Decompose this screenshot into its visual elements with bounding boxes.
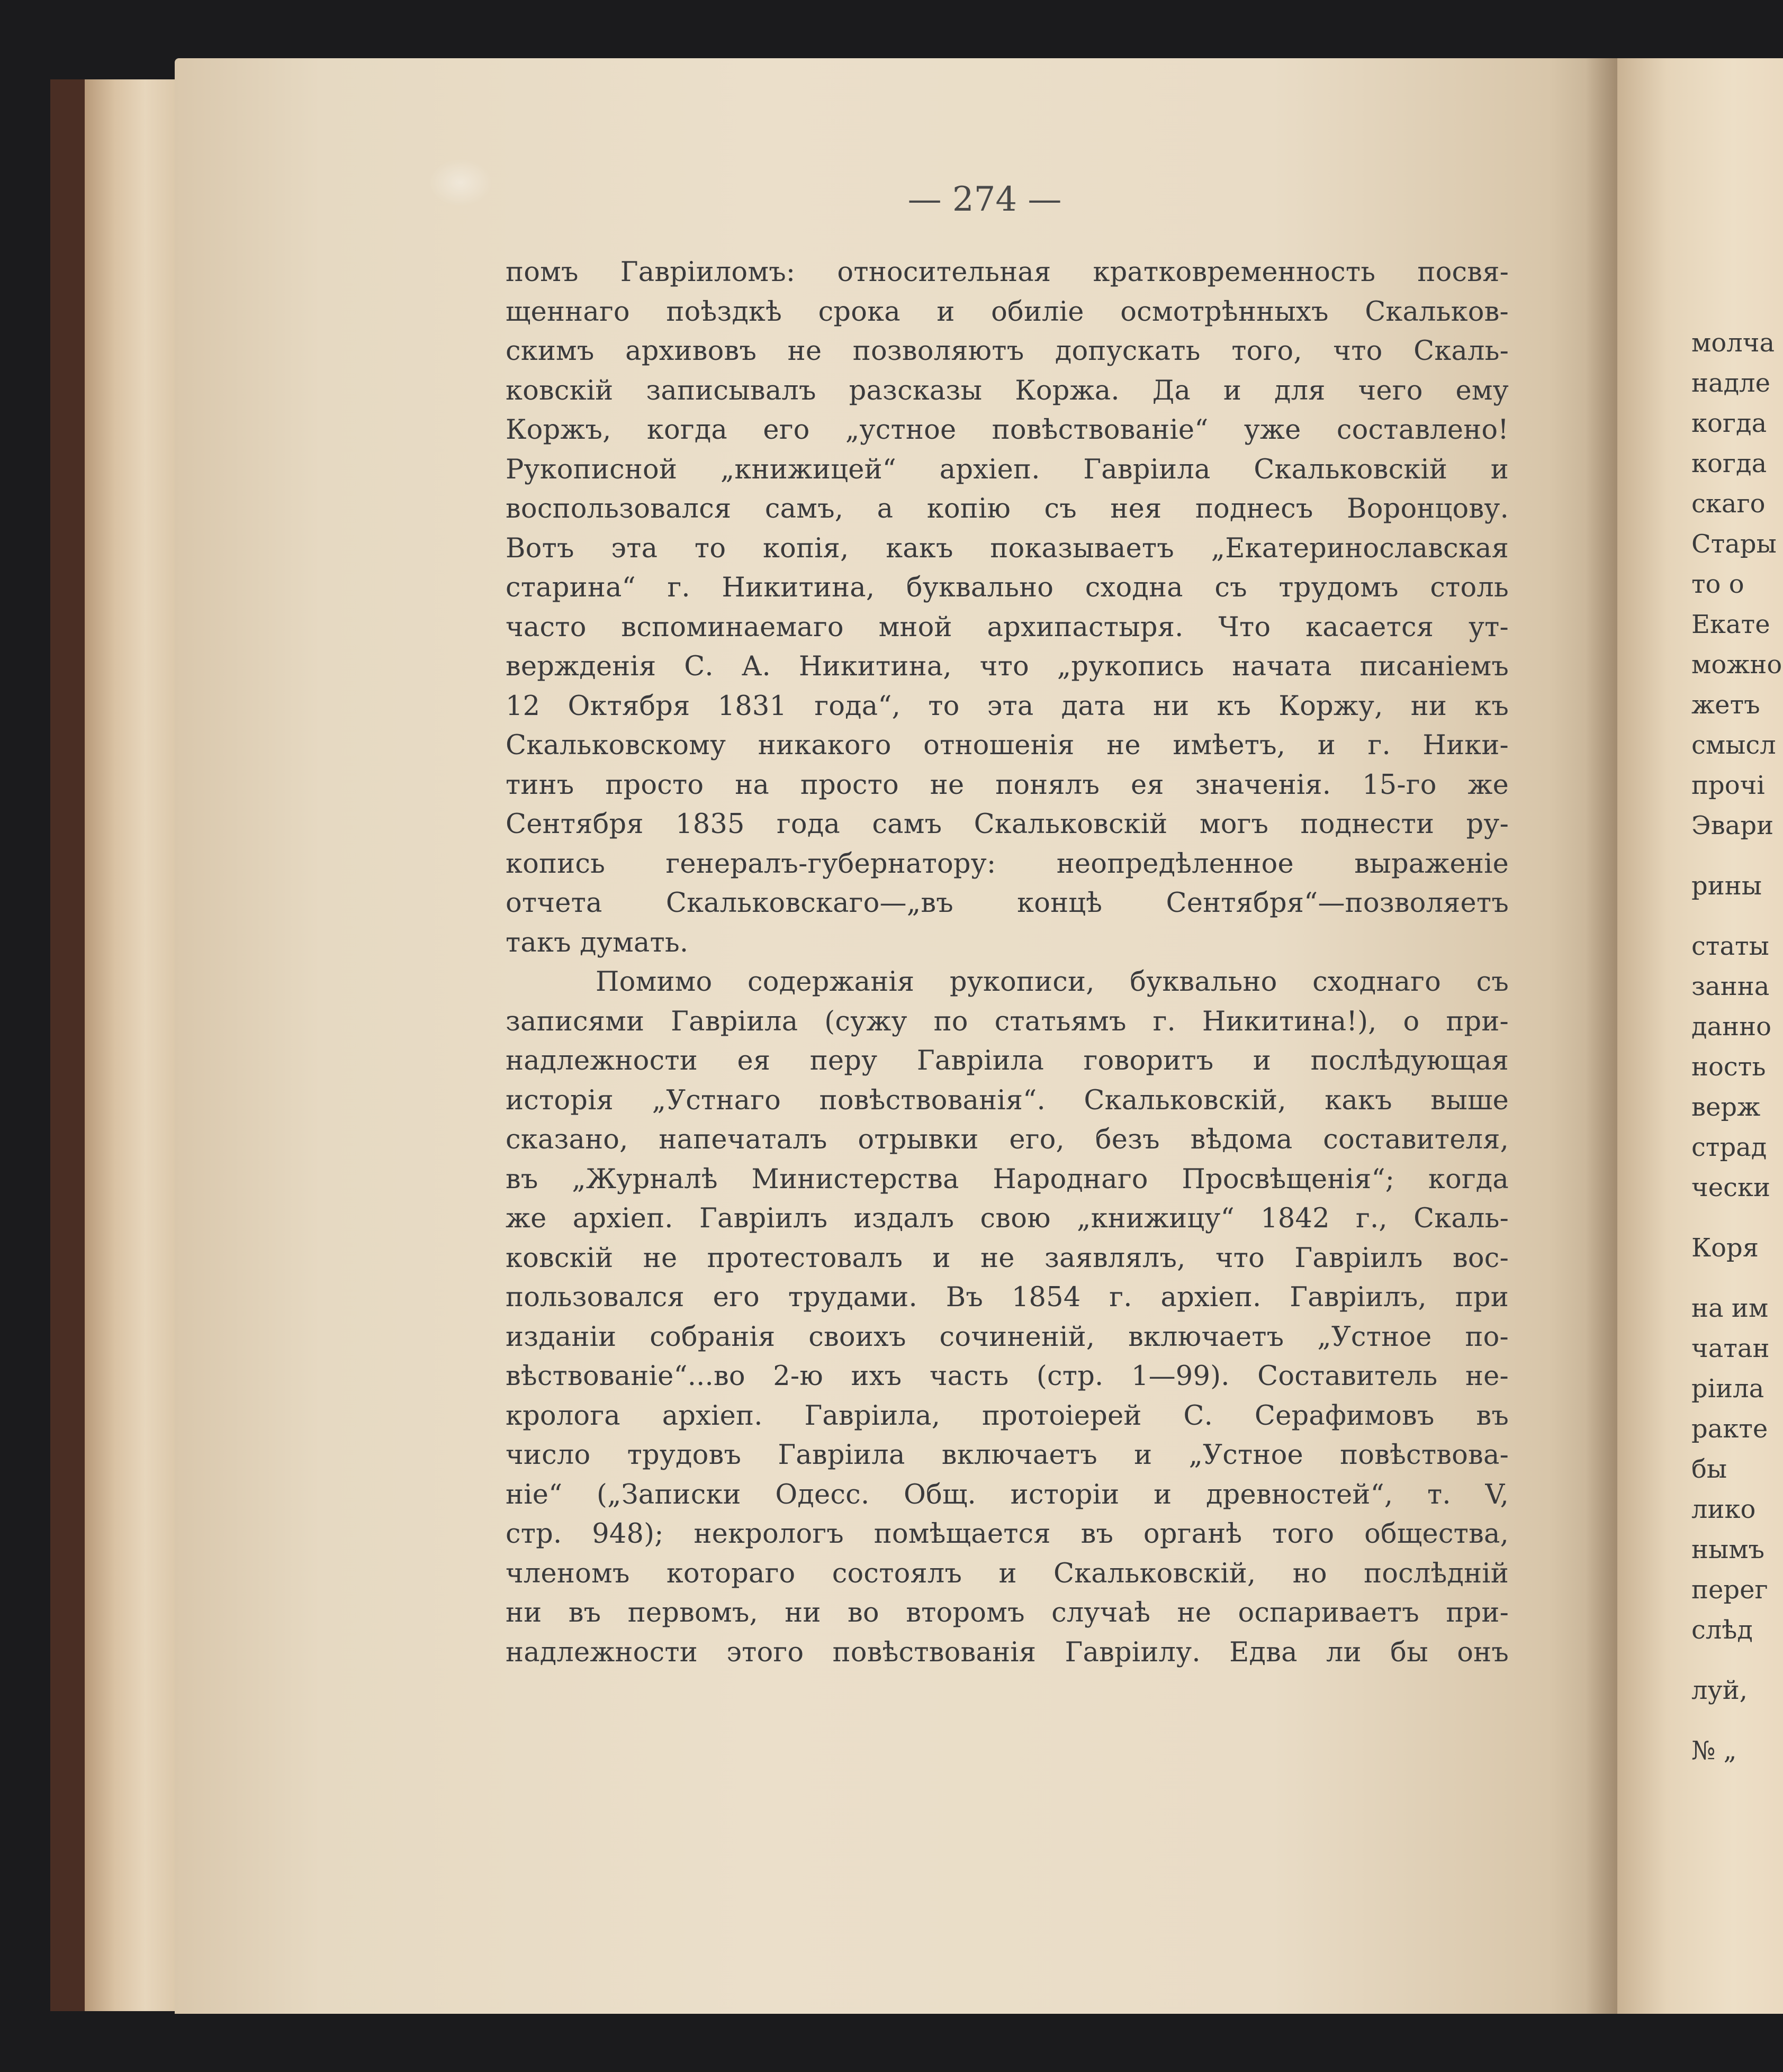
text-line: щеннаго поѣздкѣ срока и обиліе осмотрѣнныхъ Скальков- bbox=[506, 296, 1509, 328]
facing-line: рины bbox=[1691, 871, 1762, 901]
text-line: ніе“ („Записки Одесс. Общ. исторіи и древностей“, т. V, bbox=[506, 1479, 1509, 1510]
facing-line: на им bbox=[1691, 1293, 1769, 1323]
facing-line: ность bbox=[1691, 1052, 1766, 1082]
page-block-edge bbox=[85, 79, 185, 2011]
facing-line: занна bbox=[1691, 972, 1770, 1001]
text-line: старина“ г. Никитина, буквально сходна съ трудомъ столь bbox=[506, 572, 1509, 603]
facing-line: Коря bbox=[1691, 1233, 1759, 1263]
facing-page-text bbox=[1691, 323, 1783, 1771]
facing-line: жетъ bbox=[1691, 690, 1760, 720]
facing-line: данно bbox=[1691, 1012, 1772, 1042]
text-line: ковскій записывалъ разсказы Коржа. Да и для чего ему bbox=[506, 375, 1509, 406]
text-line: исторія „Устнаго повѣствованія“. Скальковскій, какъ выше bbox=[506, 1084, 1509, 1116]
page-number: — 274 — bbox=[907, 180, 1062, 219]
facing-line: надле bbox=[1691, 368, 1771, 398]
facing-line: № „ bbox=[1691, 1736, 1737, 1766]
text-line: членомъ котораго состоялъ и Скальковскій, но послѣдній bbox=[506, 1558, 1509, 1589]
text-line: помъ Гавріиломъ: относительная кратковременность посвя- bbox=[506, 257, 1509, 288]
facing-line: лико bbox=[1691, 1495, 1756, 1524]
facing-page bbox=[1617, 58, 1783, 2014]
text-line: Вотъ эта то копія, какъ показываетъ „Екатеринославская bbox=[506, 532, 1509, 564]
text-line: Коржъ, когда его „устное повѣствованіе“ уже составлено! bbox=[506, 414, 1509, 446]
text-line: вержденія С. А. Никитина, что „рукопись начата писаніемъ bbox=[506, 651, 1509, 682]
facing-line: скаго bbox=[1691, 489, 1766, 519]
text-line: пользовался его трудами. Въ 1854 г. архіеп. Гавріилъ, при bbox=[506, 1282, 1509, 1313]
text-line: 12 Октября 1831 года“, то эта дата ни къ Коржу, ни къ bbox=[506, 690, 1509, 722]
facing-line: смысл bbox=[1691, 730, 1776, 760]
facing-line: бы bbox=[1691, 1454, 1727, 1484]
facing-line: статы bbox=[1691, 931, 1769, 961]
main-text-block bbox=[506, 253, 1509, 1672]
facing-line: перег bbox=[1691, 1575, 1768, 1605]
text-line: Рукописной „книжицей“ архіеп. Гавріила Скальковскій и bbox=[506, 454, 1509, 485]
facing-line: ракте bbox=[1691, 1414, 1768, 1444]
paper-stain bbox=[429, 159, 492, 206]
text-line: надлежности этого повѣствованія Гавріилу. Едва ли бы онъ bbox=[506, 1636, 1509, 1668]
text-line: записями Гавріила (сужу по статьямъ г. Никитина!), о при- bbox=[506, 1006, 1509, 1037]
text-line: отчета Скальковскаго—„въ концѣ Сентября“—позволяетъ bbox=[506, 888, 1509, 919]
text-line: стр. 948); некрологъ помѣщается въ органѣ того общества, bbox=[506, 1518, 1509, 1550]
facing-line: Екате bbox=[1691, 610, 1770, 639]
text-line: часто вспоминаемаго мной архипастыря. Что касается ут- bbox=[506, 611, 1509, 643]
text-line: кролога архіеп. Гавріила, протоіерей С. Серафимовъ въ bbox=[506, 1400, 1509, 1432]
text-line: скимъ архивовъ не позволяютъ допускать того, что Скаль- bbox=[506, 336, 1509, 367]
text-line: ни въ первомъ, ни во второмъ случаѣ не оспариваетъ при- bbox=[506, 1597, 1509, 1628]
text-line: Скальковскому никакого отношенія не имѣетъ, и г. Ники- bbox=[506, 730, 1509, 761]
text-line: копись генералъ-губернатору: неопредѣленное выраженіе bbox=[506, 848, 1509, 880]
facing-line: ріила bbox=[1691, 1374, 1764, 1404]
facing-line: луй, bbox=[1691, 1676, 1748, 1705]
facing-line: когда bbox=[1691, 449, 1767, 478]
text-line: надлежности ея перу Гавріила говоритъ и послѣдующая bbox=[506, 1045, 1509, 1076]
text-line: въ „Журналѣ Министерства Народнаго Просвѣщенія“; когда bbox=[506, 1163, 1509, 1195]
text-line: такъ думать. bbox=[506, 927, 689, 958]
text-line: Сентября 1835 года самъ Скальковскій могъ поднести ру- bbox=[506, 809, 1509, 840]
facing-line: страд bbox=[1691, 1133, 1767, 1162]
facing-line: слѣд bbox=[1691, 1615, 1753, 1645]
facing-line: можно bbox=[1691, 650, 1782, 680]
facing-line: когда bbox=[1691, 409, 1767, 438]
facing-line: прочі bbox=[1691, 771, 1765, 800]
facing-line: чатан bbox=[1691, 1334, 1770, 1363]
facing-line: Эвари bbox=[1691, 811, 1774, 840]
text-line: изданіи собранія своихъ сочиненій, включаетъ „Устное по- bbox=[506, 1321, 1509, 1353]
facing-line: чески bbox=[1691, 1173, 1771, 1202]
facing-line: нымъ bbox=[1691, 1535, 1765, 1564]
text-line: же архіеп. Гавріилъ издалъ свою „книжицу“ 1842 г., Скаль- bbox=[506, 1203, 1509, 1234]
facing-line: то о bbox=[1691, 569, 1744, 599]
text-line: сказано, напечаталъ отрывки его, безъ вѣдома составителя, bbox=[506, 1124, 1509, 1155]
facing-line: Стары bbox=[1691, 529, 1777, 559]
facing-line: верж bbox=[1691, 1092, 1761, 1122]
background-top bbox=[159, 0, 1783, 58]
text-line: вѣствованіе“...во 2-ю ихъ часть (стр. 1—99). Составитель не- bbox=[506, 1361, 1509, 1392]
text-line: воспользовался самъ, а копію съ нея поднесъ Воронцову. bbox=[506, 493, 1509, 524]
facing-line: молча bbox=[1691, 328, 1775, 358]
text-line: число трудовъ Гавріила включаетъ и „Устное повѣствова- bbox=[506, 1440, 1509, 1471]
text-line: ковскій не протестовалъ и не заявлялъ, что Гавріилъ вос- bbox=[506, 1242, 1509, 1274]
paragraph-start-line: Помимо содержанія рукописи, буквально сходнаго съ bbox=[596, 966, 1509, 998]
text-line: тинъ просто на просто не понялъ ея значенія. 15-го же bbox=[506, 769, 1509, 801]
